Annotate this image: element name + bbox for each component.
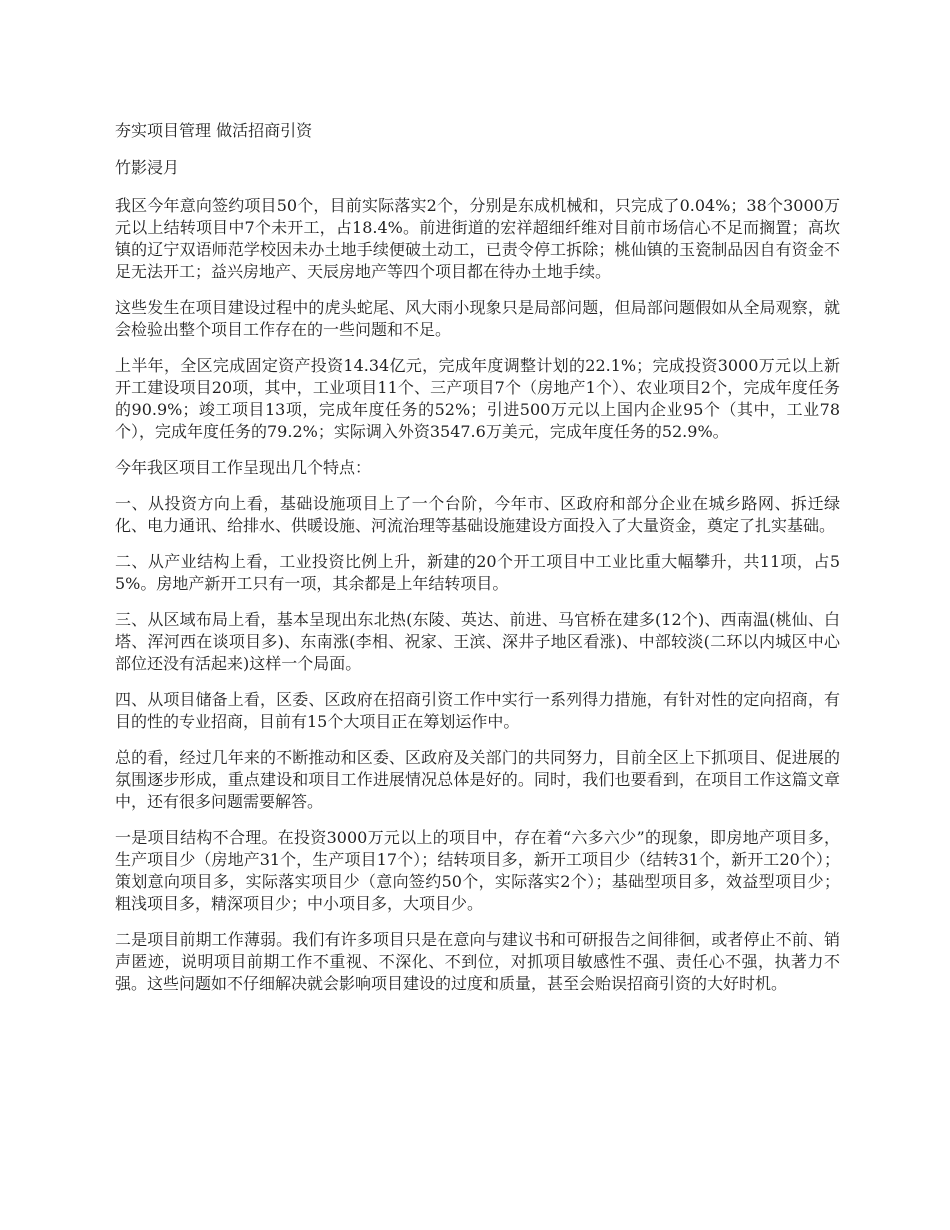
- paragraph: 三、从区域布局上看，基本呈现出东北热(东陵、英达、前进、马官桥在建多(12个)、西南温(桃仙、白塔、浑河西在谈项目多)、东南涨(李相、祝家、王滨、深井子地区看涨)、中部较淡(二环以内城区中心部位还没有活起来)这样一个局面。: [115, 610, 840, 673]
- paragraph: 一是项目结构不合理。在投资3000万元以上的项目中，存在着“六多六少”的现象，即房地产项目多，生产项目少（房地产31个，生产项目17个）；结转项目多，新开工项目少（结转31个，新开工20个）；策划意向项目多，实际落实项目少（意向签约50个，实际落实2个）；基础型项目多，效益型项目少；粗浅项目多，精深项目少；中小项目多，大项目少。: [115, 828, 840, 913]
- paragraph: 总的看，经过几年来的不断推动和区委、区政府及关部门的共同努力，目前全区上下抓项目、促进展的氛围逐步形成，重点建设和项目工作进展情况总体是好的。同时，我们也要看到，在项目工作这篇文章中，还有很多问题需要解答。: [115, 748, 840, 811]
- paragraph: 四、从项目储备上看，区委、区政府在招商引资工作中实行一系列得力措施，有针对性的定向招商，有目的性的专业招商，目前有15个大项目正在筹划运作中。: [115, 690, 840, 731]
- paragraph: 今年我区项目工作呈现出几个特点：: [115, 458, 372, 477]
- paragraph: 上半年，全区完成固定资产投资14.34亿元，完成年度调整计划的22.1%；完成投资3000万元以上新开工建设项目20项，其中，工业项目11个、三产项目7个（房地产1个）、农业项目2个，完成年度任务的90.9%；竣工项目13项，完成年度任务的52%；引进500万元以上国内企业95个（其中，工业78个），完成年度任务的79.2%；实际调入外资3547.6万美元，完成年度任务的52.9%。: [115, 356, 840, 441]
- paragraph: 我区今年意向签约项目50个，目前实际落实2个，分别是东成机械和，只完成了0.04%；38个3000万元以上结转项目中7个未开工，占18.4%。前进街道的宏祥超细纤维对目前市场信心不足而搁置；高坎镇的辽宁双语师范学校因未办土地手续便破土动工，已责令停工拆除；桃仙镇的玉瓷制品因自有资金不足无法开工；益兴房地产、天辰房地产等四个项目都在待办土地手续。: [115, 196, 840, 281]
- document-page: [115, 120, 840, 1009]
- paragraph: 这些发生在项目建设过程中的虎头蛇尾、风大雨小现象只是局部问题，但局部问题假如从全局观察，就会检验出整个项目工作存在的一些问题和不足。: [115, 298, 840, 339]
- paragraph: 二、从产业结构上看，工业投资比例上升，新建的20个开工项目中工业比重大幅攀升，共11项，占55%。房地产新开工只有一项，其余都是上年结转项目。: [115, 552, 840, 593]
- paragraph: 二是项目前期工作薄弱。我们有许多项目只是在意向与建议书和可研报告之间徘徊，或者停止不前、销声匿迹，说明项目前期工作不重视、不深化、不到位，对抓项目敏感性不强、责任心不强，执著力不强。这些问题如不仔细解决就会影响项目建设的过度和质量，甚至会贻误招商引资的大好时机。: [115, 930, 840, 993]
- paragraph: 一、从投资方向上看，基础设施项目上了一个台阶，今年市、区政府和部分企业在城乡路网、拆迁绿化、电力通讯、给排水、供暖设施、河流治理等基础设施建设方面投入了大量资金，奠定了扎实基础。: [115, 494, 840, 535]
- document-author: 竹影浸月: [115, 158, 180, 177]
- document-title: 夯实项目管理 做活招商引资: [115, 121, 313, 140]
